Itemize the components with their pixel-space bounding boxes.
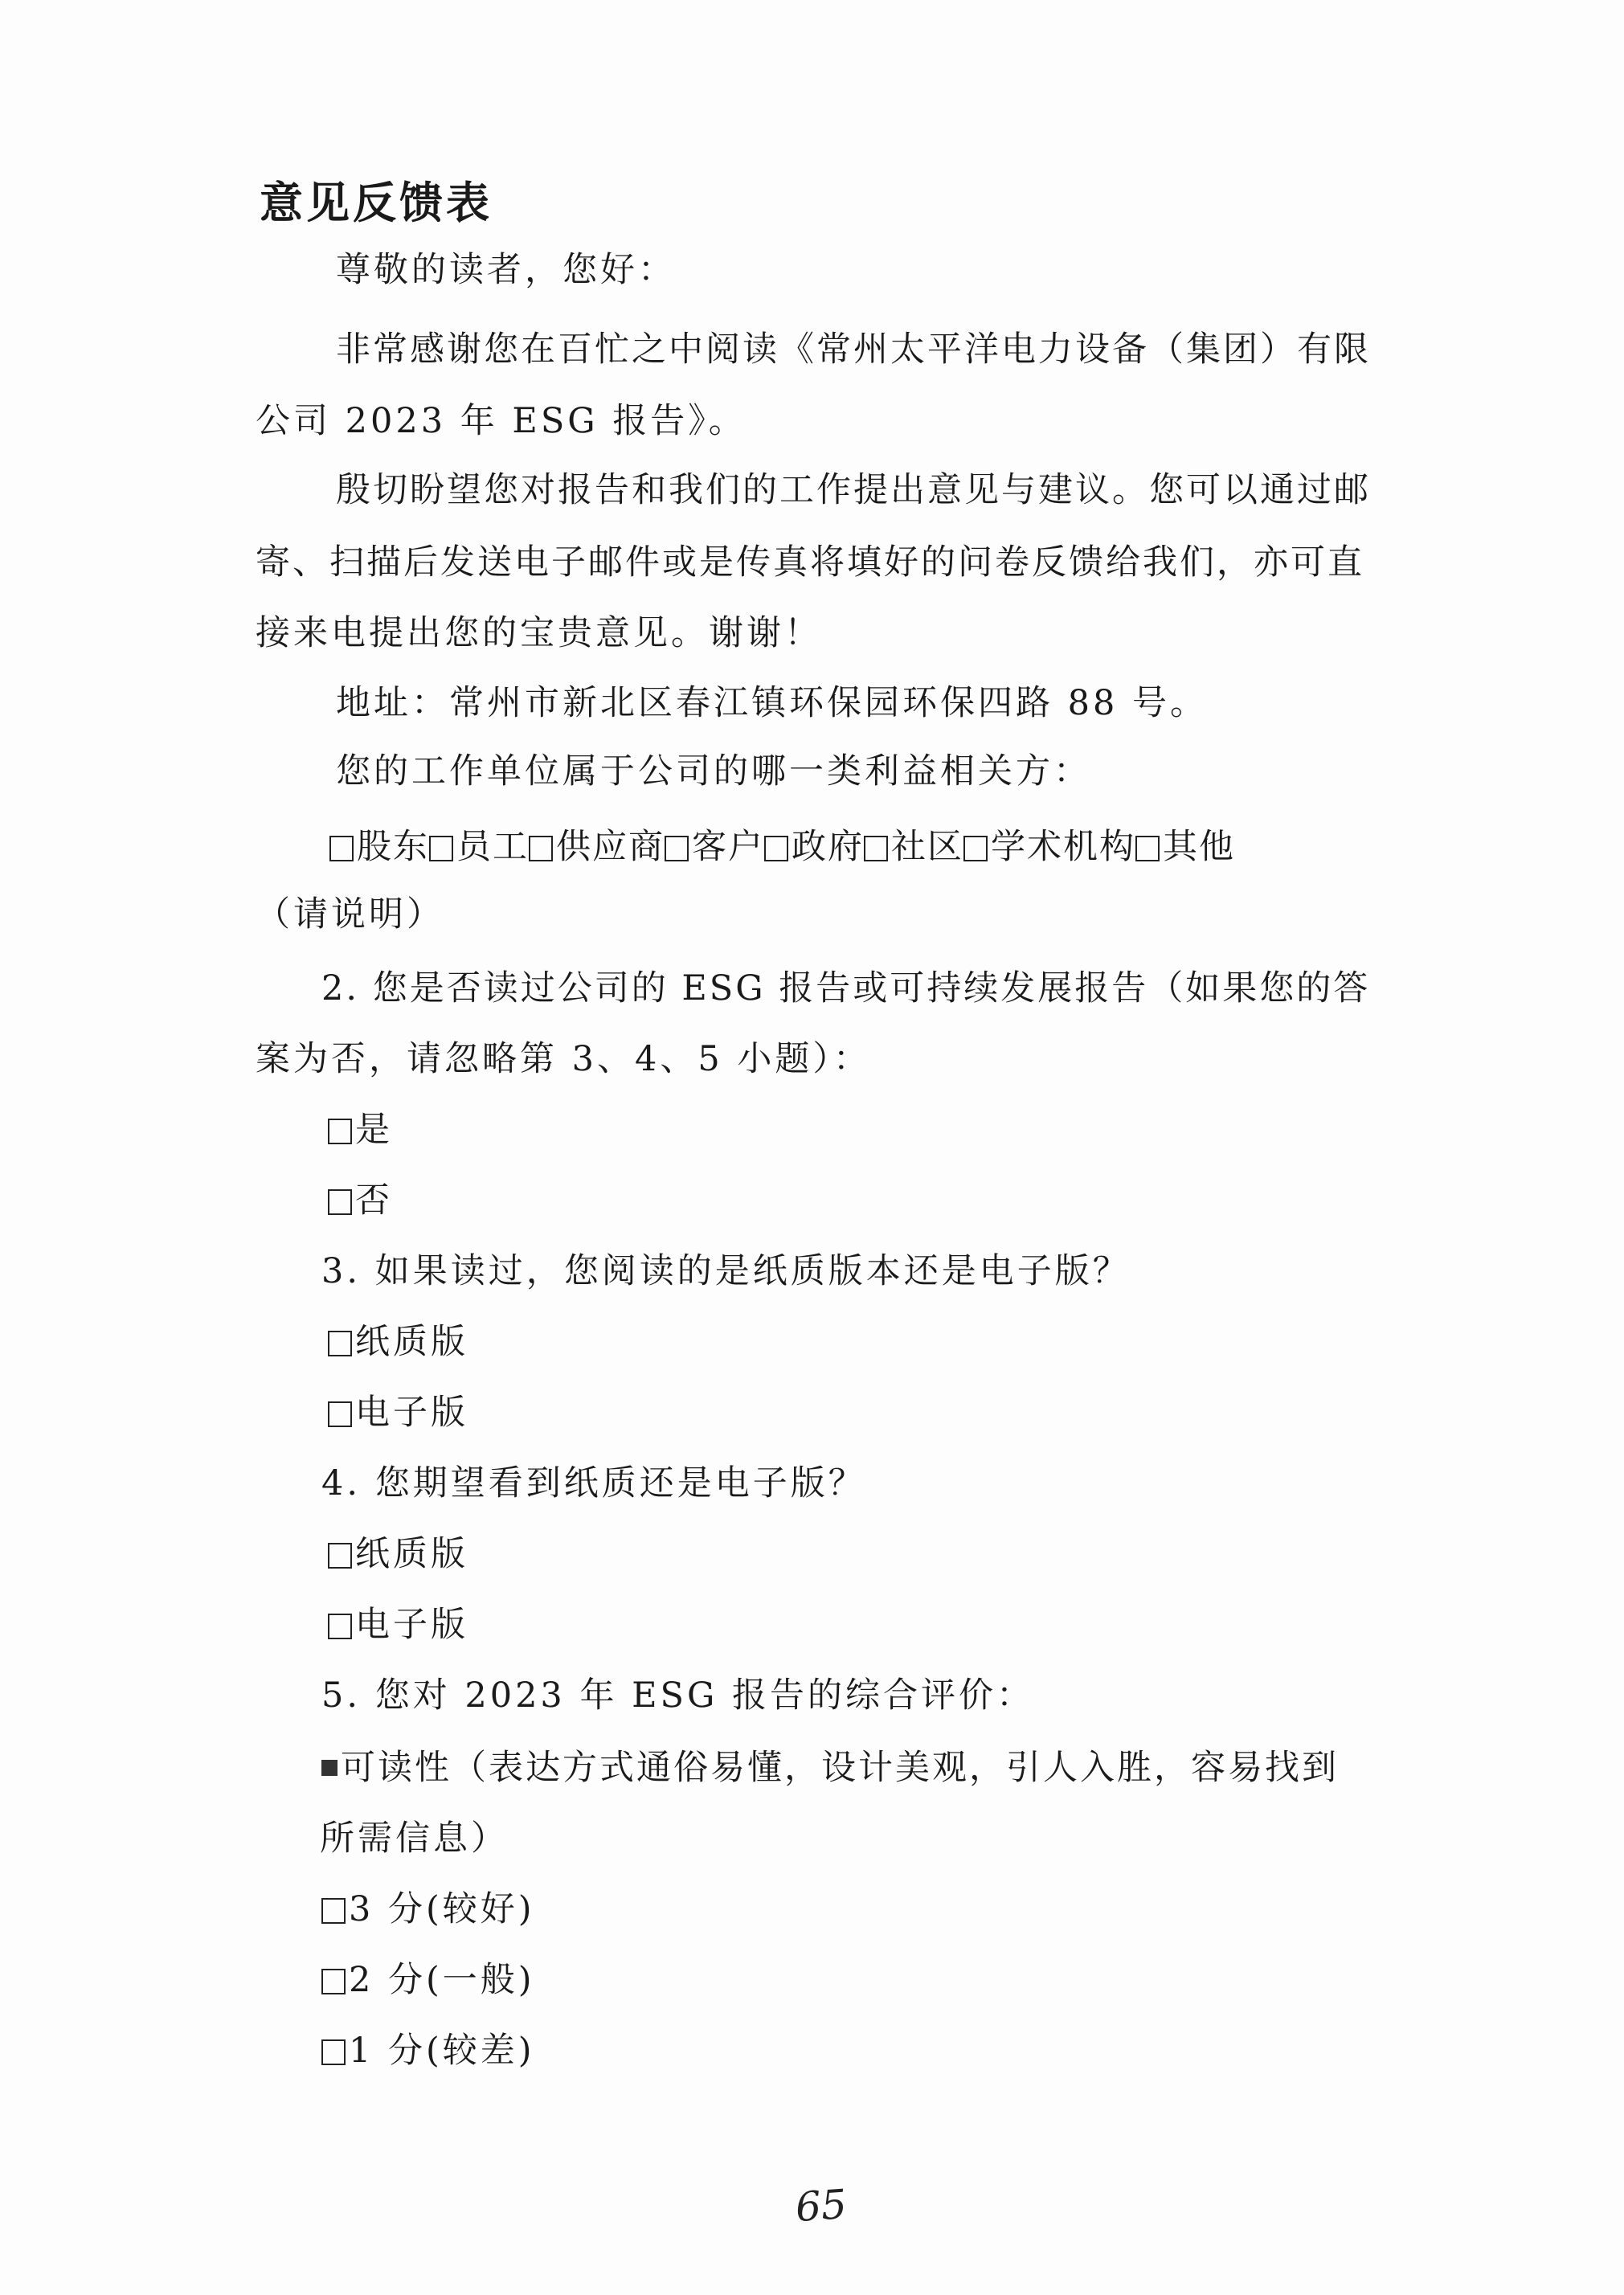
checkbox[interactable] (328, 1401, 352, 1427)
checkbox[interactable] (1135, 836, 1160, 861)
q2-option-no[interactable]: 否 (328, 1176, 393, 1225)
checkbox[interactable] (864, 836, 888, 861)
checkbox[interactable] (665, 836, 689, 861)
q4-option-electronic[interactable]: 电子版 (328, 1601, 468, 1649)
q4-option-paper[interactable]: 纸质版 (328, 1530, 468, 1578)
q1-option-supplier[interactable]: 供应商 (529, 823, 665, 871)
q1-option-other[interactable]: 其他 (1135, 823, 1235, 871)
checkbox[interactable] (321, 1969, 346, 1994)
q3-option-paper[interactable]: 纸质版 (328, 1318, 468, 1366)
q5-option-3[interactable]: 3 分(较好) (321, 1885, 535, 1933)
q2-line-2: 案为否，请忽略第 3、4、5 小题）： (256, 1039, 871, 1079)
q5-criterion-line-2: 所需信息） (320, 1818, 509, 1859)
q1-option-customer[interactable]: 客户 (665, 823, 764, 871)
page-title: 意见反馈表 (260, 178, 493, 228)
q1-option-employee[interactable]: 员工 (429, 823, 529, 871)
hope-line-2: 寄、扫描后发送电子邮件或是传真将填好的问卷反馈给我们，亦可直 (256, 542, 1364, 583)
q1-options (329, 823, 1235, 871)
filled-square-bullet (321, 1760, 337, 1776)
checkbox[interactable] (321, 1898, 346, 1924)
q5-text: 5. 您对 2023 年 ESG 报告的综合评价： (321, 1675, 1034, 1716)
hope-line-1: 殷切盼望您对报告和我们的工作提出意见与建议。您可以通过邮 (336, 470, 1371, 510)
checkbox[interactable] (329, 836, 354, 861)
q1-option-shareholder[interactable]: 股东 (329, 823, 429, 871)
checkbox[interactable] (328, 1543, 352, 1569)
q5-criterion-line-1: 可读性（表达方式通俗易懂，设计美观，引人入胜，容易找到 (321, 1744, 1339, 1792)
thanks-line-1: 非常感谢您在百忙之中阅读《常州太平洋电力设备（集团）有限 (336, 329, 1371, 370)
q3-option-electronic[interactable]: 电子版 (328, 1389, 468, 1437)
address: 地址：常州市新北区春江镇环保园环保四路 88 号。 (336, 683, 1209, 723)
checkbox[interactable] (328, 1119, 352, 1144)
q1-option-government[interactable]: 政府 (764, 823, 864, 871)
q5-option-1[interactable]: 1 分(较差) (321, 2027, 535, 2075)
q1-option-academic[interactable]: 学术机构 (963, 823, 1135, 871)
checkbox[interactable] (328, 1189, 352, 1215)
q2-line-1: 2. 您是否读过公司的 ESG 报告或可持续发展报告（如果您的答 (321, 968, 1371, 1008)
q5-option-2[interactable]: 2 分(一般) (321, 1956, 535, 2004)
q3-text: 3. 如果读过，您阅读的是纸质版本还是电子版？ (321, 1251, 1131, 1291)
greeting: 尊敬的读者，您好： (336, 250, 676, 290)
hope-line-3: 接来电提出您的宝贵意见。谢谢！ (256, 613, 822, 653)
q1-option-community[interactable]: 社区 (864, 823, 963, 871)
q1-text: 您的工作单位属于公司的哪一类利益相关方： (336, 751, 1091, 792)
thanks-line-2: 公司 2023 年 ESG 报告》。 (256, 401, 747, 441)
checkbox[interactable] (321, 2039, 346, 2065)
checkbox[interactable] (963, 836, 988, 861)
q2-option-yes[interactable]: 是 (328, 1106, 393, 1154)
q4-text: 4. 您期望看到纸质还是电子版？ (321, 1463, 866, 1503)
page-number: 65 (794, 2180, 849, 2232)
q1-note: （请说明） (256, 894, 444, 935)
checkbox[interactable] (429, 836, 453, 861)
checkbox[interactable] (529, 836, 553, 861)
checkbox[interactable] (328, 1331, 352, 1356)
checkbox[interactable] (764, 836, 788, 861)
checkbox[interactable] (328, 1614, 352, 1639)
